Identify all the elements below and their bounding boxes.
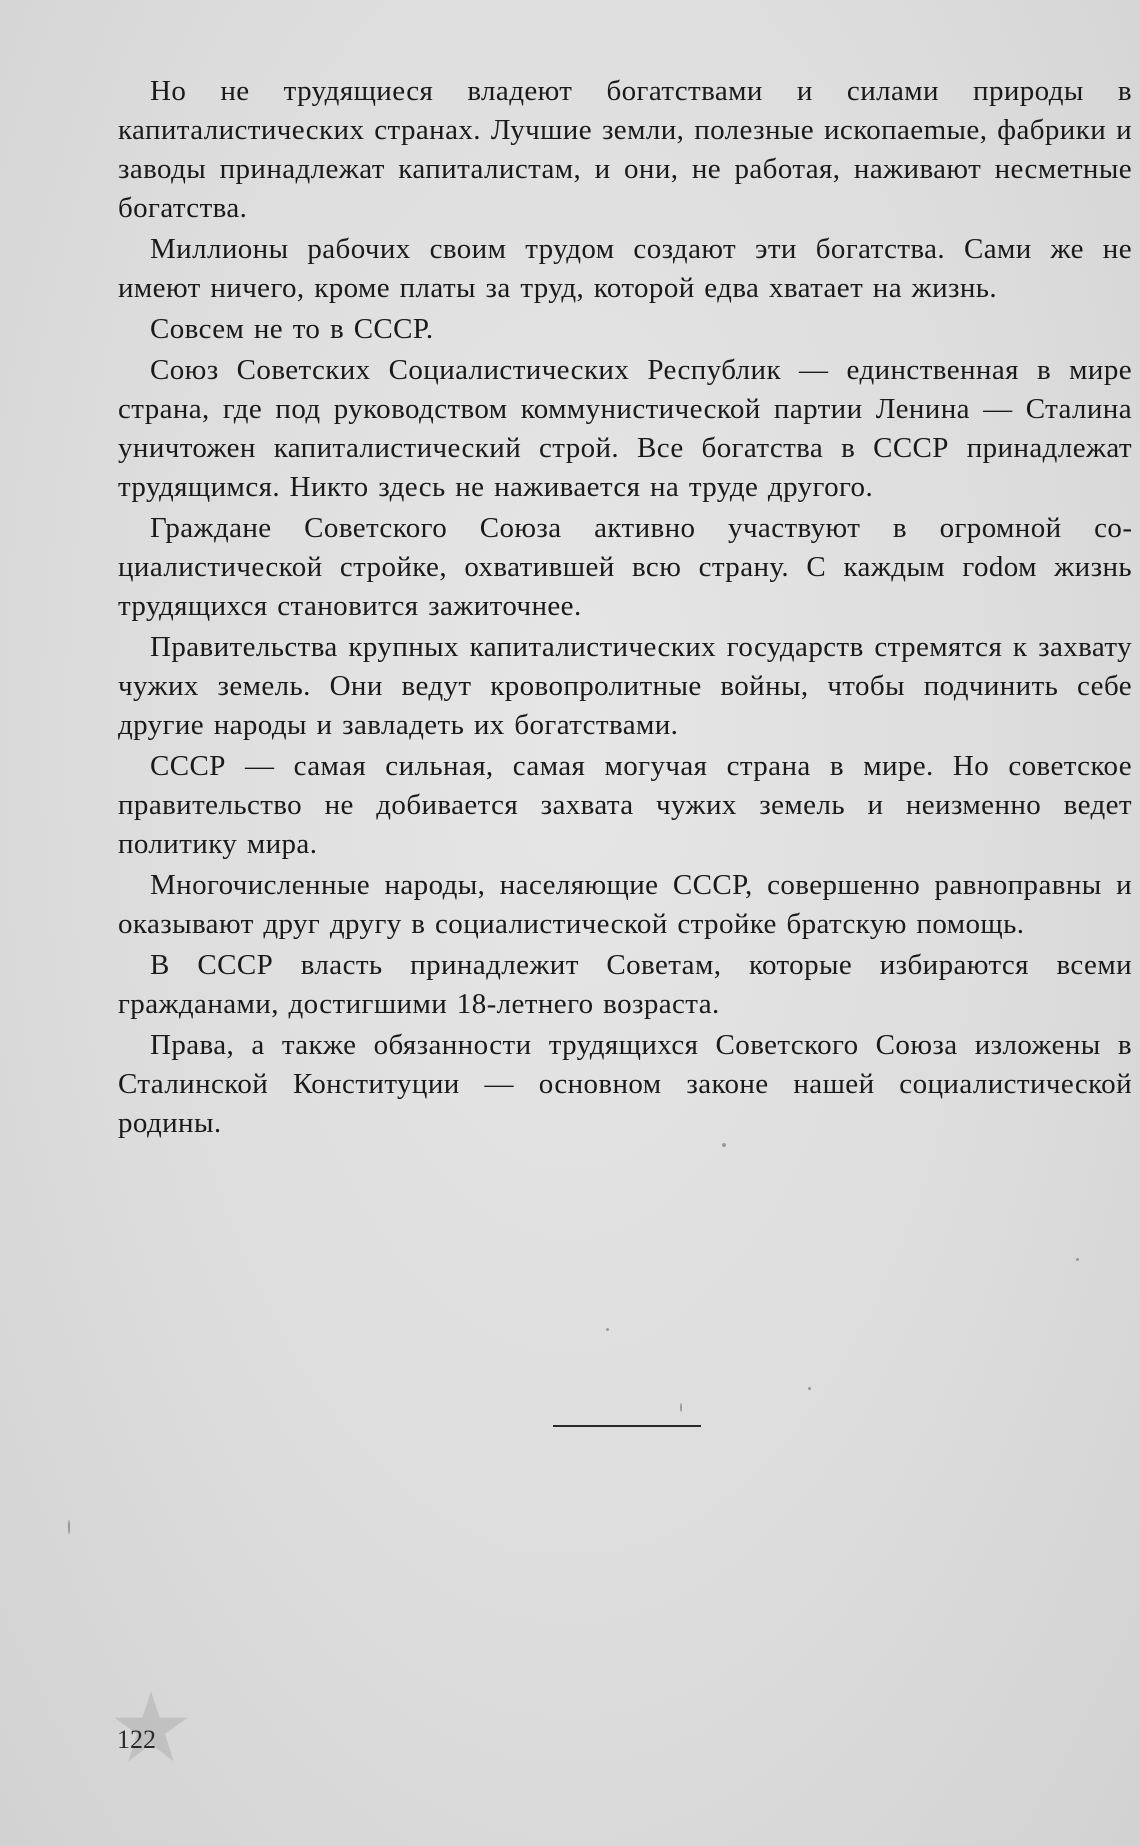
page-number: 122 — [117, 1725, 156, 1754]
paragraph-9: В СССР власть принадлежит Советам, которые избираются всеми гражданами, достигшими 18-летнего возраста. — [118, 949, 1132, 1020]
scan-speck — [1076, 1258, 1079, 1261]
scan-speck — [808, 1387, 811, 1390]
paragraph-6: Правительства крупных капиталистических государств стремятся к захвату чужих земель. Они ведут кровопролитные войны, чтобы подчинить себе другие народы и завладеть их богатствами. — [118, 631, 1132, 741]
scan-speck — [680, 1403, 682, 1412]
paragraph-4: Союз Советских Социалистических Республик — единственная в мире страна, где под руководством коммунистической партии Ленина — Сталина уничтожен капиталистический строй. Все богатства в СССР принадлежат трудящимся. Никто здесь не наживается на труде другого. — [118, 354, 1132, 503]
paragraph-3: Совсем не то в СССР. — [150, 313, 434, 345]
paragraph-2: Миллионы рабочих своим трудом создают эти богатства. Сами же не имеют ничего, кроме платы за труд, которой едва хватает на жизнь. — [118, 233, 1132, 304]
scan-speck — [606, 1328, 609, 1331]
body-text — [118, 72, 1132, 1143]
paragraph-7: СССР — самая сильная, самая могучая страна в мире. Но советское правительство не добивается захвата чужих земель и неизменно ведет политику мира. — [118, 750, 1132, 860]
paragraph-10: Права, а также обязанности трудящихся Советского Союза изложены в Сталинской Конституции — основном законе нашей социалистической родины. — [118, 1029, 1132, 1139]
scan-speck — [68, 1520, 70, 1534]
paragraph-1: Но не трудящиеся владеют богатствами и силами природы в капиталистических странах. Лучшие земли, полезные ископаеmые, фабрики и заводы принадлежат капиталистам, и они, не работая, наживают несметные богатства. — [118, 75, 1132, 224]
paragraph-8: Многочисленные народы, населяющие СССР, совершенно равноправны и оказывают друг другу в социалистической стройке братскую помощь. — [118, 869, 1132, 940]
section-divider — [553, 1425, 701, 1427]
scan-speck — [722, 1143, 726, 1147]
paragraph-5: Граждане Советского Союза активно участвуют в огромной социалистической стройке, охватившей всю страну. С каждым гоdом жизнь трудящихся становится зажиточнее. — [118, 512, 1132, 622]
